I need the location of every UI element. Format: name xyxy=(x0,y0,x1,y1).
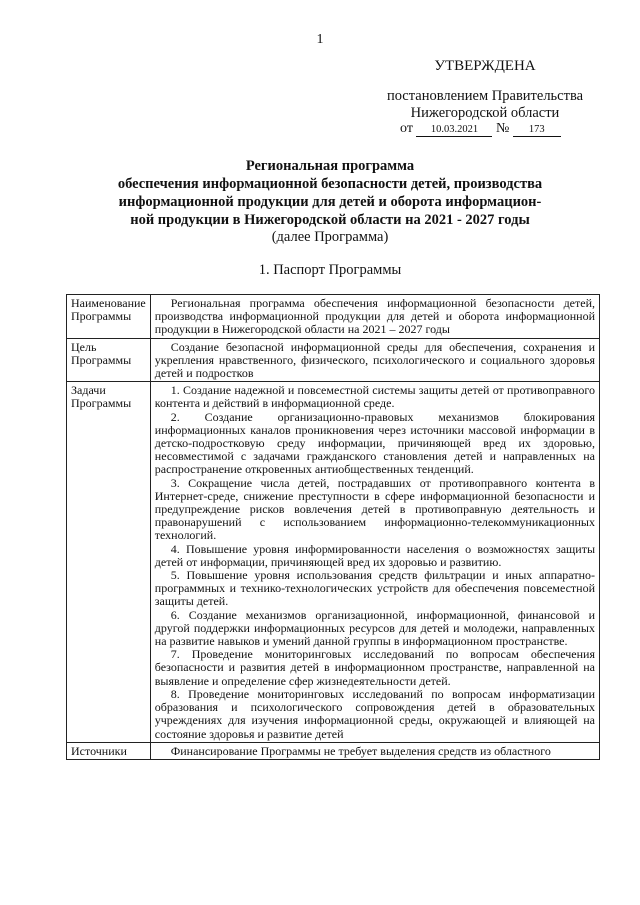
task-item: 5. Повышение уровня использования средств фильтрации и иных аппаратно-программных и технико-технологических устройств для обеспечения повсеместной защиты детей. xyxy=(154,568,595,609)
table-row xyxy=(67,382,600,742)
row-content-sources xyxy=(150,742,599,759)
approval-line-1: постановлением Правительства xyxy=(386,88,584,104)
program-title xyxy=(60,157,600,229)
passport-table xyxy=(66,294,600,760)
task-item: 4. Повышение уровня информированности населения о возможностях защиты детей от информации, причиняющей вред их здоровью и развитию. xyxy=(154,541,595,569)
page-number: 1 xyxy=(316,32,324,47)
table-row xyxy=(67,295,600,339)
table-row xyxy=(67,338,600,382)
task-item: 8. Проведение мониторинговых исследований по вопросам информатизации образования и психологического сопровождения детей в образовательных учреждениях для изучения информационной среды, окружающей и влияющей на состояние здоровья и развитие детей xyxy=(154,686,595,741)
row-content-goal xyxy=(150,338,599,382)
row-label-goal: Цель Программы xyxy=(67,338,151,382)
program-title-line-1: Региональная программа xyxy=(245,158,415,174)
approval-date-line xyxy=(400,121,561,137)
row-label-sources: Источники xyxy=(67,742,151,759)
task-item: 3. Сокращение числа детей, пострадавших от противоправного контента в Интернет-среде, снижение преступности в сфере информационной безопасности и предупреждение рисков вовлечения детей в противоправную деятельность и правонарушений с использованием информационно-телекоммуникационных технологий. xyxy=(154,475,595,543)
task-item: 6. Создание механизмов организационной, информационной, финансовой и другой поддержки информационных ресурсов для детей и молодежи, направленных на развитие навыков и умений данной группы в информационном пространстве. xyxy=(154,607,595,649)
program-title-line-2: обеспечения информационной безопасности детей, производства xyxy=(117,176,543,192)
number-label: № xyxy=(495,121,510,136)
section-heading: 1. Паспорт Программы xyxy=(258,262,402,278)
program-name-text: Региональная программа обеспечения информационной безопасности детей, производства информационной продукции для детей и оборота информационной продукции в Нижегородской области на 2021 – 2027 годы xyxy=(154,296,595,337)
task-item: 2. Создание организационно-правовых механизмов блокирования информационных каналов проникновения через источники массовой информации в детско-подростковую среду информации, причиняющей вред их здоровью, несовместимой с задачами гражданского становления детей и направленных на распространение откровенных антиобщественных тенденций. xyxy=(154,409,595,477)
sources-text: Финансирование Программы не требует выделения средств из областного xyxy=(170,743,551,758)
program-title-line-4: ной продукции в Нижегородской области на 2021 - 2027 годы xyxy=(130,212,530,228)
task-item: 1. Создание надежной и повсеместной системы защиты детей от противоправного контента и действий в информационной среде. xyxy=(154,383,595,411)
approval-date: 10.03.2021 xyxy=(416,124,492,137)
from-label: от xyxy=(400,121,413,136)
approval-line-2: Нижегородской области xyxy=(410,105,560,121)
task-item: 7. Проведение мониторинговых исследований по вопросам обеспечения безопасности и развития детей в информационном пространстве, направленной на выявление и определение сфер жизнедеятельности детей. xyxy=(154,647,595,688)
table-row xyxy=(67,742,600,759)
row-content-tasks xyxy=(150,382,599,742)
approval-title: УТВЕРЖДЕНА xyxy=(434,58,536,74)
row-content-name xyxy=(150,295,599,339)
program-subtitle: (далее Программа) xyxy=(271,229,389,245)
row-label-name: Наименование Программы xyxy=(67,295,151,339)
program-goal-text: Создание безопасной информационной среды для обеспечения, сохранения и укрепления нравственного, физического, психологического и социального здоровья детей и подростков xyxy=(154,339,595,381)
approval-number: 173 xyxy=(513,124,561,137)
approval-block xyxy=(380,58,590,122)
program-title-line-3: информационной продукции для детей и оборота информацион- xyxy=(118,194,542,210)
row-label-tasks: Задачи Программы xyxy=(67,382,151,742)
